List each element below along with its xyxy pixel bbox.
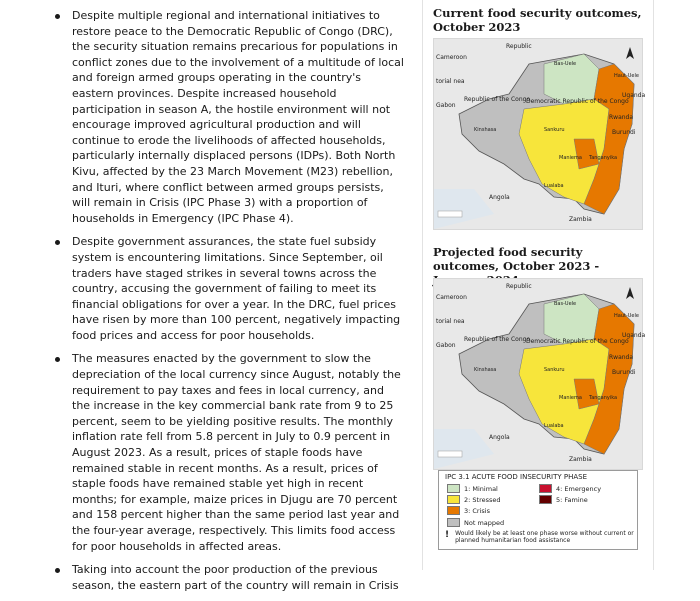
legend-swatch [539, 495, 552, 504]
legend-swatch [447, 518, 460, 527]
map-label-kinshasa: Kinshasa [474, 127, 497, 133]
map-title-current: Current food security outcomes, October 2023 [433, 6, 642, 34]
bullet-text: Despite multiple regional and international initiatives to restore peace to the Democratic Republic of Congo (DRC), the security situation remains precarious for populations in conflict zones due to the involvement of a multitude of local and foreign armed groups operating in the country's eastern provinces. Despite increased household participation in season A, the hostile environment will not encourage improved agricultural production and will continue to erode the livelihoods of affected households, particularly internally displaced persons (IDPs). Both North Kivu, affected by the 23 March Movement (M23) rebellion, and Ituri, where conflict between armed groups persists, will remain in Crisis (IPC Phase 3) with a proportion of households in Emergency (IPC Phase 4). [72, 9, 404, 225]
scale-bar [438, 451, 462, 457]
bullet-text: The measures enacted by the government to slow the depreciation of the local currency since August, notably the requirement to pay taxes and fees in local currency, and the increase in the key commercial bank rate from 9 to 25 percent, seem to be yielding positive results. The monthly inflation rate fell from 5.8 percent in July to 0.9 percent in August 2023. As a result, prices of staple foods have remained stable in recent months. As a result, prices of staple foods have remained stable yet high in recent months; for example, maize prices in Djugu are 70 percent and 158 percent higher than the same period last year and the four-year average, respectively. This limits food access for poor households in affected areas. [72, 352, 401, 553]
legend-item-minimal: 1: Minimal [447, 484, 498, 493]
map-label-eq-guinea: torial nea [436, 78, 465, 85]
bullet-item [55, 562, 405, 593]
legend-item-stressed: 2: Stressed [447, 495, 501, 504]
legend-item-not-mapped: Not mapped [447, 518, 504, 527]
map-label-uganda: Uganda [622, 92, 646, 99]
legend-title: IPC 3.1 ACUTE FOOD INSECURITY PHASE [445, 473, 588, 481]
map-label-drc: Democratic Republic of the Congo [526, 338, 629, 345]
map-sidebar [422, 0, 654, 570]
body-text [55, 8, 405, 601]
map-label-angola: Angola [489, 434, 510, 441]
bullet-item [55, 234, 405, 343]
map-label-uganda: Uganda [622, 332, 646, 339]
drc-map-current [434, 39, 646, 229]
exclamation-icon: ! [445, 530, 450, 540]
legend-note [445, 530, 637, 544]
map-label-tanganyika: Tanganyika [589, 155, 618, 161]
map-label-gabon: Gabon [436, 342, 456, 349]
map-label-bas-uele: Bas-Uele [554, 301, 577, 307]
map-label-lualaba: Lualaba [544, 183, 564, 189]
map-label-gabon: Gabon [436, 102, 456, 109]
map-label-lualaba: Lualaba [544, 423, 564, 429]
map-title-projected: Projected food security outcomes, October 2023 - [433, 245, 600, 273]
bullet-item [55, 8, 405, 226]
map-projected [433, 278, 646, 470]
bullet-text: Despite government assurances, the state fuel subsidy system is encountering limitations. Since September, oil traders have staged strikes in several towns across the country, accusing the government of failing to meet its financial obligations for over a year. In the DRC, fuel prices have risen by more than 100 percent, negatively impacting food prices and access for poor households. [72, 235, 401, 342]
map-label-cameroon: Cameroon [436, 54, 467, 61]
map-label-sankuru: Sankuru [544, 367, 565, 373]
map-label-haut-uele: Haut-Uele [614, 73, 639, 79]
map-label-rep-congo: Republic of the Congo [464, 336, 531, 343]
legend-item-crisis: 3: Crisis [447, 506, 490, 515]
map-label-haut-uele: Haut-Uele [614, 313, 639, 319]
map-label-zambia: Zambia [569, 216, 592, 223]
map-label-angola: Angola [489, 194, 510, 201]
map-label-rwanda: Rwanda [609, 354, 634, 361]
map-label-drc: Democratic Republic of the Congo [526, 98, 629, 105]
legend-item-emergency: 4: Emergency [539, 484, 601, 493]
map-label-cameroon: Cameroon [436, 294, 467, 301]
map-label-republic: Republic [506, 43, 532, 50]
scale-bar [438, 211, 462, 217]
map-label-zambia: Zambia [569, 456, 592, 463]
legend-note-text: Would likely be at least one phase worse without current or planned humanitarian food assistance [455, 530, 634, 544]
map-label-tanganyika: Tanganyika [589, 395, 618, 401]
map-label-maniema: Maniema [559, 155, 582, 161]
legend-swatch [539, 484, 552, 493]
legend-swatch [447, 495, 460, 504]
drc-map-projected [434, 279, 646, 469]
map-label-maniema: Maniema [559, 395, 582, 401]
map-label-burundi: Burundi [612, 369, 636, 376]
bullet-item [55, 351, 405, 554]
map-label-sankuru: Sankuru [544, 127, 565, 133]
map-label-bas-uele: Bas-Uele [554, 61, 577, 67]
map-label-republic: Republic [506, 283, 532, 290]
map-label-burundi: Burundi [612, 129, 636, 136]
ipc-legend [438, 470, 638, 550]
map-label-rwanda: Rwanda [609, 114, 634, 121]
legend-swatch [447, 506, 460, 515]
bullet-text: Taking into account the poor production of the previous season, the eastern part of the country will remain in Crisis [72, 563, 399, 592]
legend-swatch [447, 484, 460, 493]
map-label-rep-congo: Republic of the Congo [464, 96, 531, 103]
map-current [433, 38, 646, 230]
legend-item-famine: 5: Famine [539, 495, 588, 504]
map-label-eq-guinea: torial nea [436, 318, 465, 325]
map-label-kinshasa: Kinshasa [474, 367, 497, 373]
